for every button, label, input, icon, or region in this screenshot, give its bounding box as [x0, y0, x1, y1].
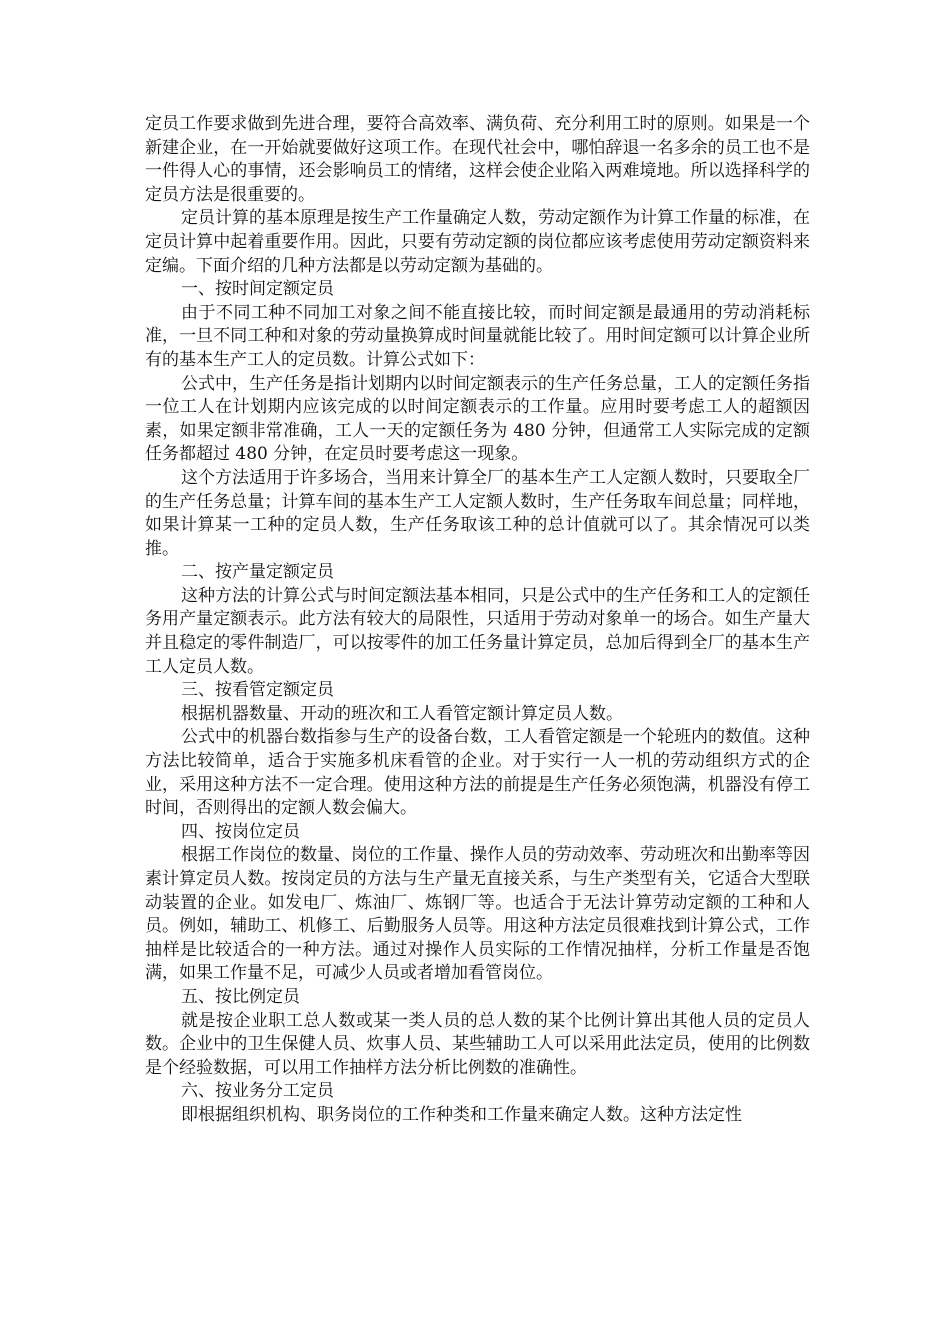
paragraph-output-quota: 这种方法的计算公式与时间定额法基本相同，只是公式中的生产任务和工人的定额任务用产量定额表示。此方法有较大的局限性，只适用于劳动对象单一的场合。如生产量大并且稳定的零件制造厂，可以按零件的加工任务量计算定员，总加后得到全厂的基本生产工人定员人数。 [145, 585, 810, 677]
paragraph-applicability: 这个方法适用于许多场合，当用来计算全厂的基本生产工人定额人数时，只要取全厂的生产任务总量；计算车间的基本生产工人定额人数时，生产任务取车间总量；同样地，如果计算某一工种的定员人数，生产任务取该工种的总计值就可以了。其余情况可以类推。 [145, 467, 810, 559]
section-heading-post: 四、按岗位定员 [181, 821, 300, 842]
section-heading-time-quota: 一、按时间定额定员 [181, 279, 334, 300]
paragraph-tending-explain: 公式中的机器台数指参与生产的设备台数，工人看管定额是一个轮班内的数值。这种方法比较简单，适合于实施多机床看管的企业。对于实行一人一机的劳动组织方式的企业，采用这种方法不一定合理。使用这种方法的前提是生产任务必须饱满，机器没有停工时间，否则得出的定额人数会偏大。 [145, 727, 810, 819]
paragraph-post: 根据工作岗位的数量、岗位的工作量、操作人员的劳动效率、劳动班次和出勤率等因素计算定员人数。按岗定员的方法与生产量无直接关系，与生产类型有关，它适合大型联动装置的企业。如发电厂、炼油厂、炼钢厂等。也适合于无法计算劳动定额的工种和人员。例如，辅助工、机修工、后勤服务人员等。用这种方法定员很难找到计算公式，工作抽样是比较适合的一种方法。通过对操作人员实际的工作情况抽样，分析工作量是否饱满，如果工作量不足，可减少人员或者增加看管岗位。 [145, 845, 810, 984]
paragraph-principle: 定员计算的基本原理是按生产工作量确定人数，劳动定额作为计算工作量的标准，在定员计算中起着重要作用。因此，只要有劳动定额的岗位都应该考虑使用劳动定额资料来定编。下面介绍的几种方法都是以劳动定额为基础的。 [145, 208, 810, 276]
paragraph-ratio: 就是按企业职工总人数或某一类人员的总人数的某个比例计算出其他人员的定员人数。企业中的卫生保健人员、炊事人员、某些辅助工人可以采用此法定员，使用的比例数是个经验数据，可以用工作抽样方法分析比例数的准确性。 [145, 1010, 810, 1078]
document-body [145, 113, 810, 1128]
section-heading-output-quota: 二、按产量定额定员 [181, 562, 334, 583]
paragraph-division: 即根据组织机构、职务岗位的工作种类和工作量来确定人数。这种方法定性 [181, 1104, 742, 1125]
section-heading-tending-quota: 三、按看管定额定员 [181, 680, 334, 701]
paragraph-intro: 定员工作要求做到先进合理，要符合高效率、满负荷、充分利用工时的原则。如果是一个新建企业，在一开始就要做好这项工作。在现代社会中，哪怕辞退一名多余的员工也不是一件得人心的事情，还会影响员工的情绪，这样会使企业陷入两难境地。所以选择科学的定员方法是很重要的。 [145, 114, 810, 205]
paragraph-tending-basis: 根据机器数量、开动的班次和工人看管定额计算定员人数。 [181, 703, 623, 724]
paragraph-formula-explain: 公式中，生产任务是指计划期内以时间定额表示的生产任务总量，工人的定额任务指一位工人在计划期内应该完成的以时间定额表示的工作量。应用时要考虑工人的超额因素，如果定额非常准确，工人一天的定额任务为 480 分钟，但通常工人实际完成的定额任务都超过 480 分钟，在定员时要考虑这一现象。 [145, 373, 810, 465]
section-heading-division: 六、按业务分工定员 [181, 1081, 334, 1102]
section-heading-ratio: 五、按比例定员 [181, 986, 300, 1007]
paragraph-time-quota: 由于不同工种不同加工对象之间不能直接比较，而时间定额是最通用的劳动消耗标准，一旦不同工种和对象的劳动量换算成时间量就能比较了。用时间定额可以计算企业所有的基本生产工人的定员数。计算公式如下： [145, 302, 810, 370]
